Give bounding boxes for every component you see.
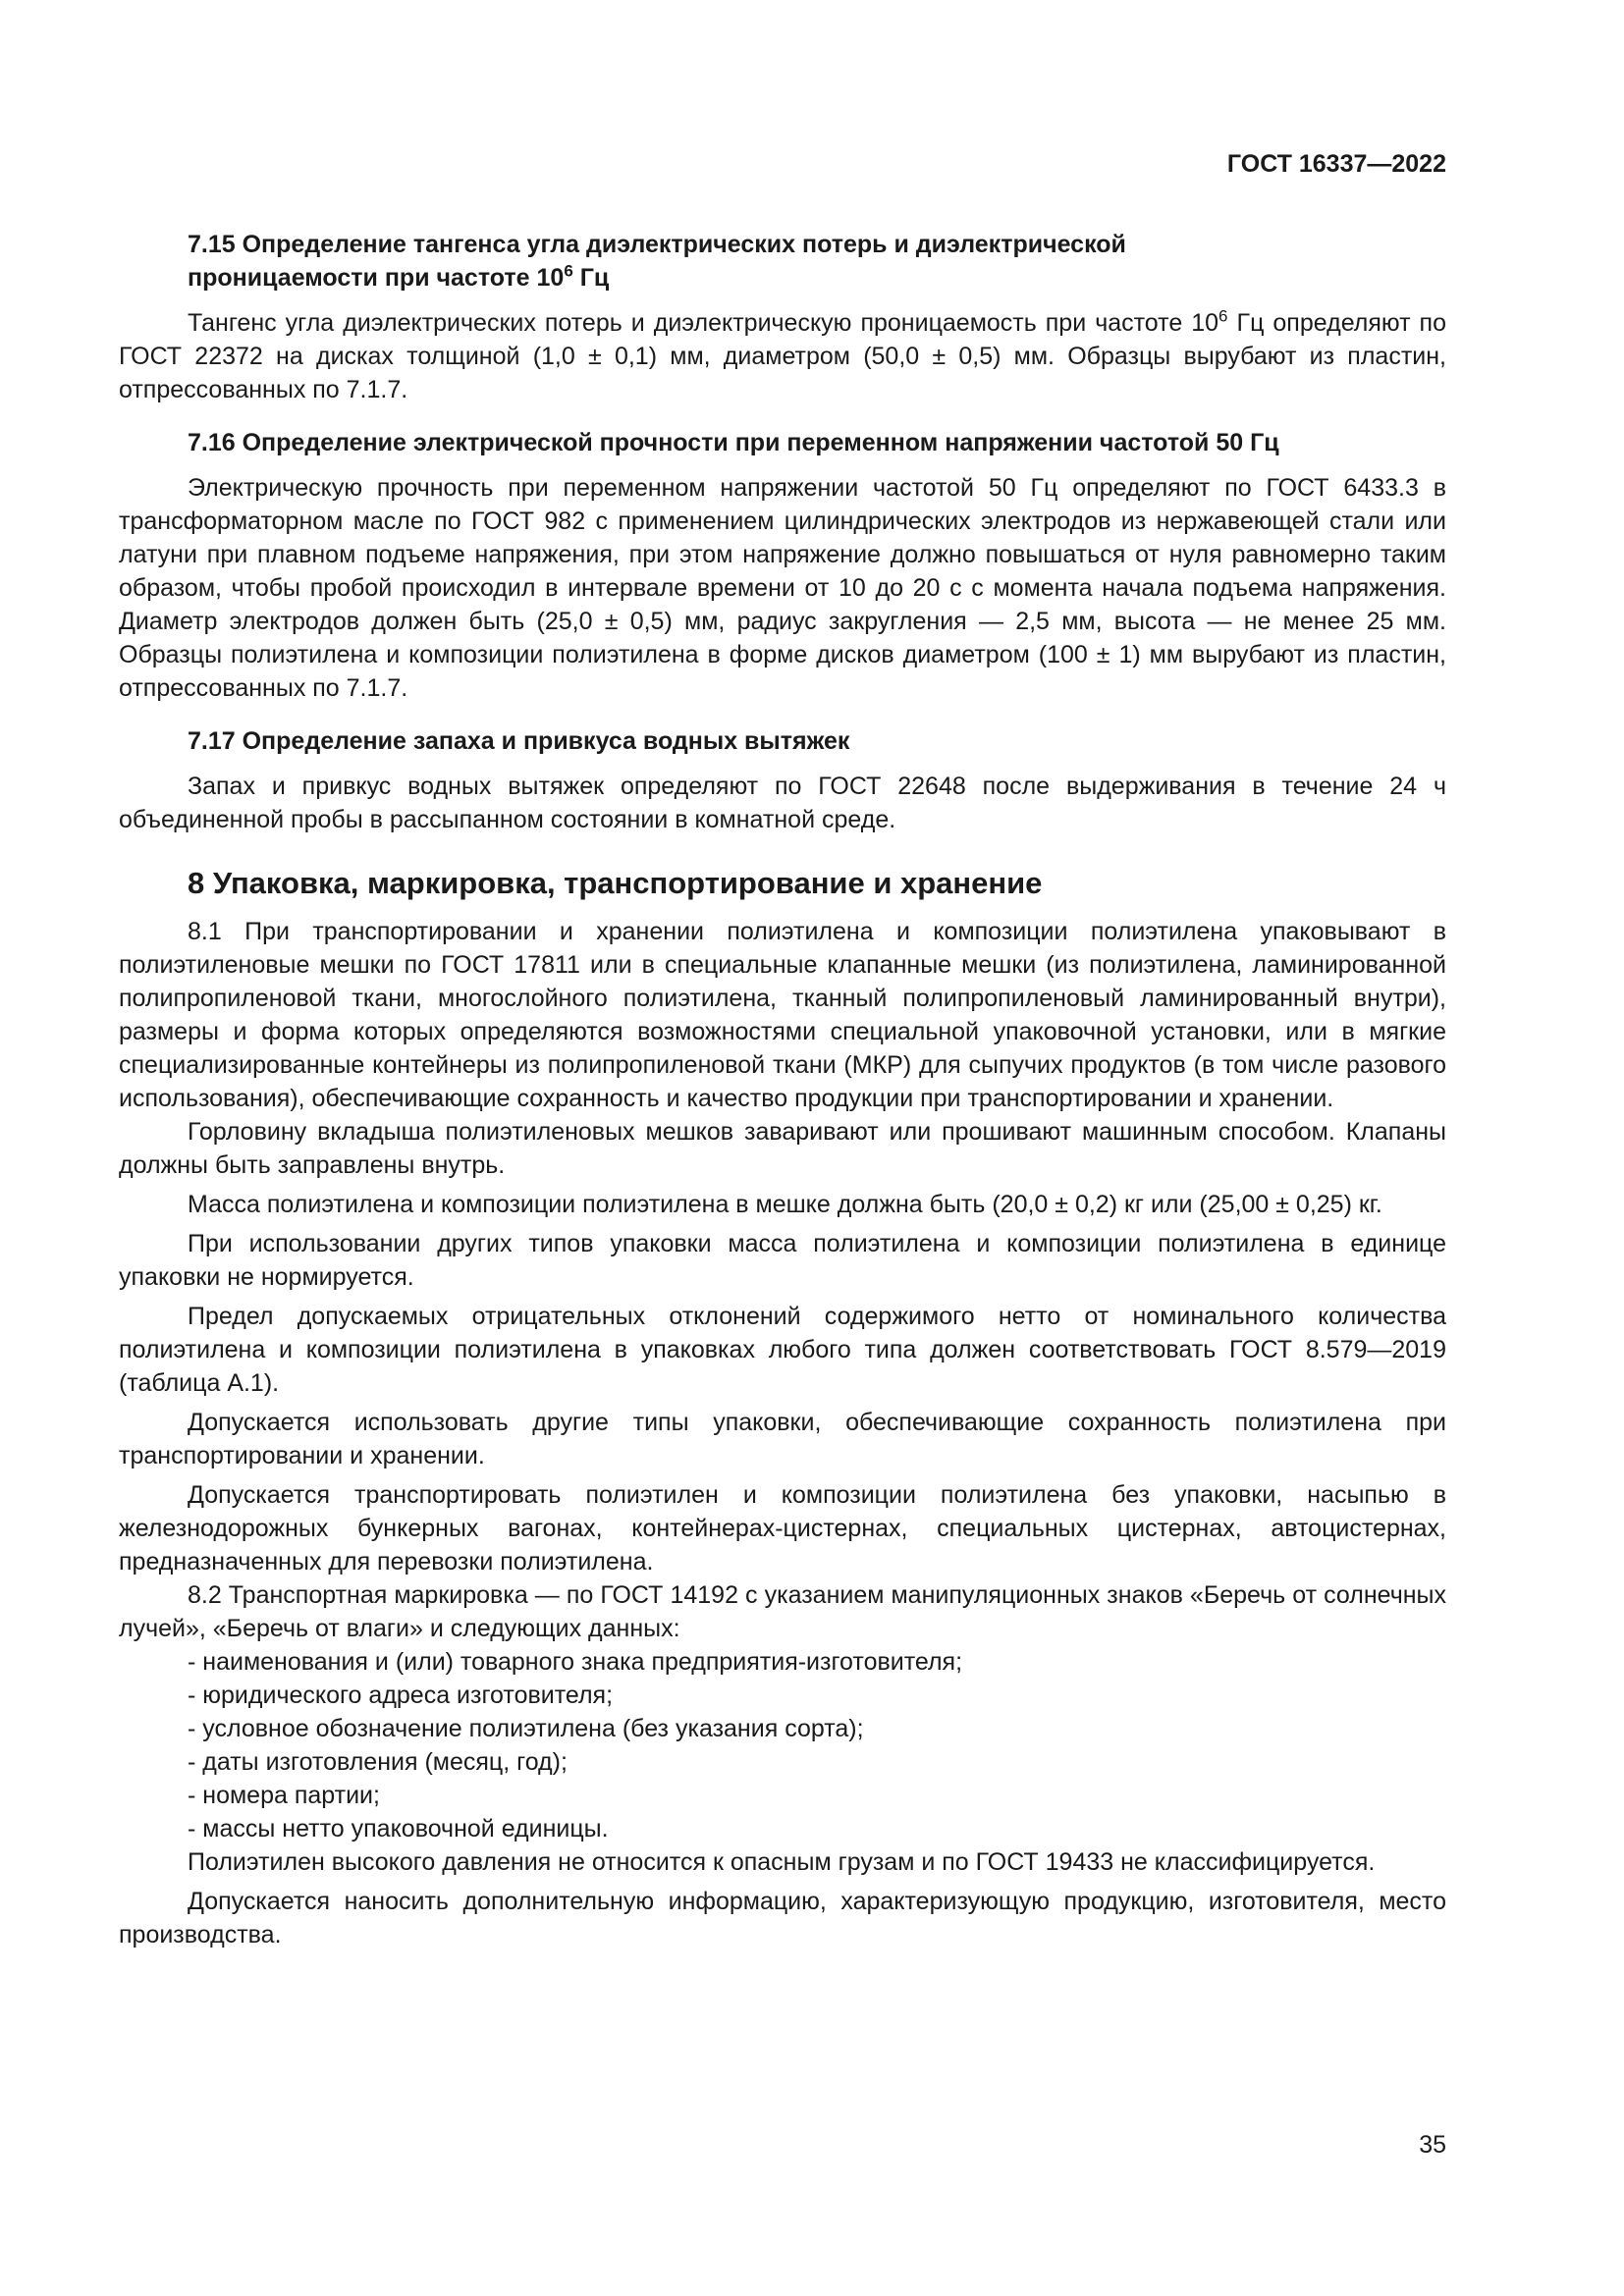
list-item: - даты изготовления (месяц, год); — [188, 1748, 568, 1776]
section-8-heading: 8 Упаковка, маркировка, транспортирование и хранение — [188, 866, 1043, 900]
section-7-15-heading-line1: 7.15 Определение тангенса угла диэлектрических потерь и диэлектрической — [188, 231, 1126, 258]
heading-text: проницаемости при частоте 10 — [188, 264, 565, 292]
section-7-15-heading — [119, 228, 1446, 294]
paragraph-text: Тангенс угла диэлектрических потерь и диэлектрическую проницаемость при частоте 10 — [188, 309, 1219, 337]
document-header: ГОСТ 16337—2022 — [1226, 150, 1446, 178]
page-number: 35 — [1419, 2131, 1446, 2159]
section-7-16-heading: 7.16 Определение электрической прочности при переменном напряжении частотой 50 Гц — [188, 429, 1279, 456]
section-8-paragraph-3: Масса полиэтилена и композиции полиэтилена в мешке должна быть (20,0 ± 0,2) кг или (25,00 ± 0,25) кг. — [188, 1191, 1382, 1218]
section-8-1-paragraph: 8.1 При транспортировании и хранении полиэтилена и композиции полиэтилена упаковывают в полиэтиленовые мешки по ГОСТ 17811 или в специальные клапанные мешки (из полиэтилена, ламинированной полипропиленовой ткани, многослойного полиэтилена, тканный полипропиленовый ламинированный внутри), размеры и форма которых определяются возможностями специальной упаковочной установки, или в мягкие специализированные контейнеры из полипропиленовой ткани (МКР) для сыпучих продуктов (в том числе разового использования), обеспечивающие сохранность и качество продукции при транспортировании и хранении. — [119, 918, 1446, 1112]
section-7-17-heading: 7.17 Определение запаха и привкуса водных вытяжек — [188, 727, 850, 755]
section-8-paragraph-10: Допускается наносить дополнительную информацию, характеризующую продукцию, изготовителя, место производства. — [119, 1888, 1446, 1949]
list-item: - массы нетто упаковочной единицы. — [188, 1815, 609, 1842]
section-8-2-paragraph: 8.2 Транспортная маркировка — по ГОСТ 14192 с указанием манипуляционных знаков «Беречь от солнечных лучей», «Беречь от влаги» и следующих данных: — [119, 1581, 1446, 1642]
section-8-paragraph-6: Допускается использовать другие типы упаковки, обеспечивающие сохранность полиэтилена при транспортировании и хранении. — [119, 1409, 1446, 1469]
superscript: 6 — [564, 261, 573, 281]
list-item: - юридического адреса изготовителя; — [188, 1682, 614, 1709]
section-8-paragraph-9: Полиэтилен высокого давления не относится к опасным грузам и по ГОСТ 19433 не классифицируется. — [188, 1848, 1376, 1876]
list-item: - условное обозначение полиэтилена (без указания сорта); — [188, 1715, 864, 1742]
document-body — [119, 228, 1446, 1951]
section-7-17-paragraph: Запах и привкус водных вытяжек определяют по ГОСТ 22648 после выдерживания в течение 24 ч объединенной пробы в рассыпанном состоянии в комнатной среде. — [119, 773, 1446, 833]
section-7-15-paragraph — [119, 306, 1446, 406]
section-7-15-heading-line2 — [188, 261, 1446, 294]
superscript: 6 — [1218, 306, 1228, 326]
section-7-16-paragraph: Электрическую прочность при переменном напряжении частотой 50 Гц определяют по ГОСТ 6433.3 в трансформаторном масле по ГОСТ 982 с применением цилиндрических электродов из нержавеющей стали или латуни при плавном подъеме напряжения, при этом напряжение должно повышаться от нуля равномерно таким образом, чтобы пробой происходил в интервале времени от 10 до 20 с с момента начала подъема напряжения. Диаметр электродов должен быть (25,0 ± 0,5) мм, радиус закругления — 2,5 мм, высота — не менее 25 мм. Образцы полиэтилена и композиции полиэтилена в форме дисков диаметром (100 ± 1) мм вырубают из пластин, отпрессованных по 7.1.7. — [119, 474, 1446, 702]
paragraph-text: Гц определяют по ГОСТ 22372 на дисках толщиной (1,0 ± 0,1) мм, диаметром (50,0 ± 0,5) мм. Образцы вырубают из пластин, отпрессованных по 7.1.7. — [119, 309, 1446, 403]
section-8-paragraph-7: Допускается транспортировать полиэтилен и композиции полиэтилена без упаковки, насыпью в железнодорожных бункерных вагонах, контейнерах-цистернах, специальных цистернах, автоцистернах, предназначенных для перевозки полиэтилена. — [119, 1481, 1446, 1575]
section-8-paragraph-2: Горловину вкладыша полиэтиленовых мешков заваривают или прошивают машинным способом. Клапаны должны быть заправлены внутрь. — [119, 1118, 1446, 1179]
list-item: - номера партии; — [188, 1782, 380, 1809]
heading-unit: Гц — [572, 264, 610, 292]
section-8-paragraph-4: При использовании других типов упаковки масса полиэтилена и композиции полиэтилена в единице упаковки не нормируется. — [119, 1230, 1446, 1291]
section-8-paragraph-5: Предел допускаемых отрицательных отклонений содержимого нетто от номинального количества полиэтилена и композиции полиэтилена в упаковках любого типа должен соответствовать ГОСТ 8.579—2019 (таблица А.1). — [119, 1303, 1446, 1397]
list-item: - наименования и (или) товарного знака предприятия-изготовителя; — [188, 1648, 963, 1676]
